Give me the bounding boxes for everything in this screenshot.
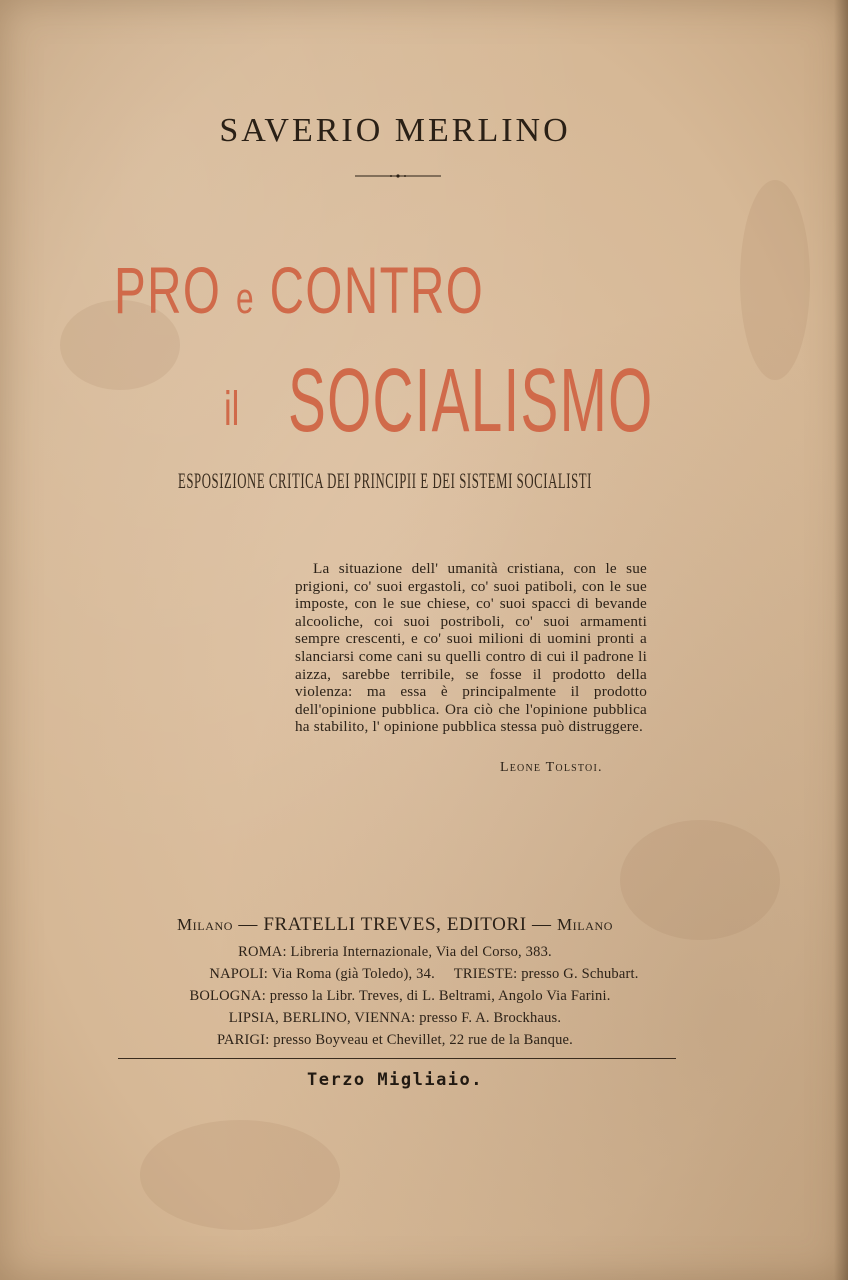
branch-line-roma: ROMA: Libreria Internazionale, Via del Corso, 383. (238, 944, 552, 960)
publisher-city-left: Milano (176, 915, 234, 934)
branch-line-parigi: PARIGI: presso Boyveau et Chevillet, 22 rue de la Banque. (217, 1032, 573, 1048)
title-line-1 (114, 252, 484, 328)
branch-line-napoli-trieste: NAPOLI: Via Roma (già Toledo), 34. TRIESTE: presso G. Schubart. (209, 966, 639, 982)
publisher-city-right: Milano (556, 915, 614, 934)
subtitle: ESPOSIZIONE CRITICA DEI PRINCIPII E DEI SISTEMI SOCIALISTI (178, 468, 592, 493)
cover-edge-shadow (834, 0, 848, 1280)
horizontal-rule (118, 1058, 676, 1059)
publisher-line (0, 914, 790, 936)
branch-line-lipsia: LIPSIA, BERLINO, VIENNA: presso F. A. Brockhaus. (228, 1010, 562, 1026)
edition-note: Terzo Migliaio. (306, 1070, 484, 1090)
title-word-contro: CONTRO (269, 253, 485, 327)
branch-line-bologna: BOLOGNA: presso la Libr. Treves, di L. Beltrami, Angolo Via Farini. (189, 988, 611, 1004)
ornament-divider (355, 174, 441, 178)
title-word-il: il (224, 383, 240, 436)
publisher-name: — FRATELLI TREVES, EDITORI — (238, 914, 552, 935)
title-word-pro: PRO (114, 253, 222, 327)
paper-stain (740, 180, 810, 380)
paper-stain (140, 1120, 340, 1230)
title-word-e: e (235, 274, 256, 323)
epigraph-attribution: Leone Tolstoi. (500, 760, 603, 775)
title-word-socialismo: SOCIALISMO (288, 351, 654, 451)
author-name: SAVERIO MERLINO (219, 112, 571, 149)
epigraph-text: La situazione dell' umanità cristiana, con le sue prigioni, co' suoi ergastoli, co' suoi patiboli, con le sue imposte, con le sue chiese, co' suoi spacci di bevande alcooliche, coi suoi postriboli, co' suoi armamenti sempre crescenti, e co' suoi milioni di uomini pronti a slanciarsi come cani su quelli contro di cui il padrone li aizza, sarebbe terribile, se fosse il prodotto della violenza: ma essa è principalmente il prodotto dell'opinione pubblica. Ora ciò che l'opinione pubblica ha stabilito, l' opinione pubblica stessa può distruggere. (295, 560, 647, 736)
